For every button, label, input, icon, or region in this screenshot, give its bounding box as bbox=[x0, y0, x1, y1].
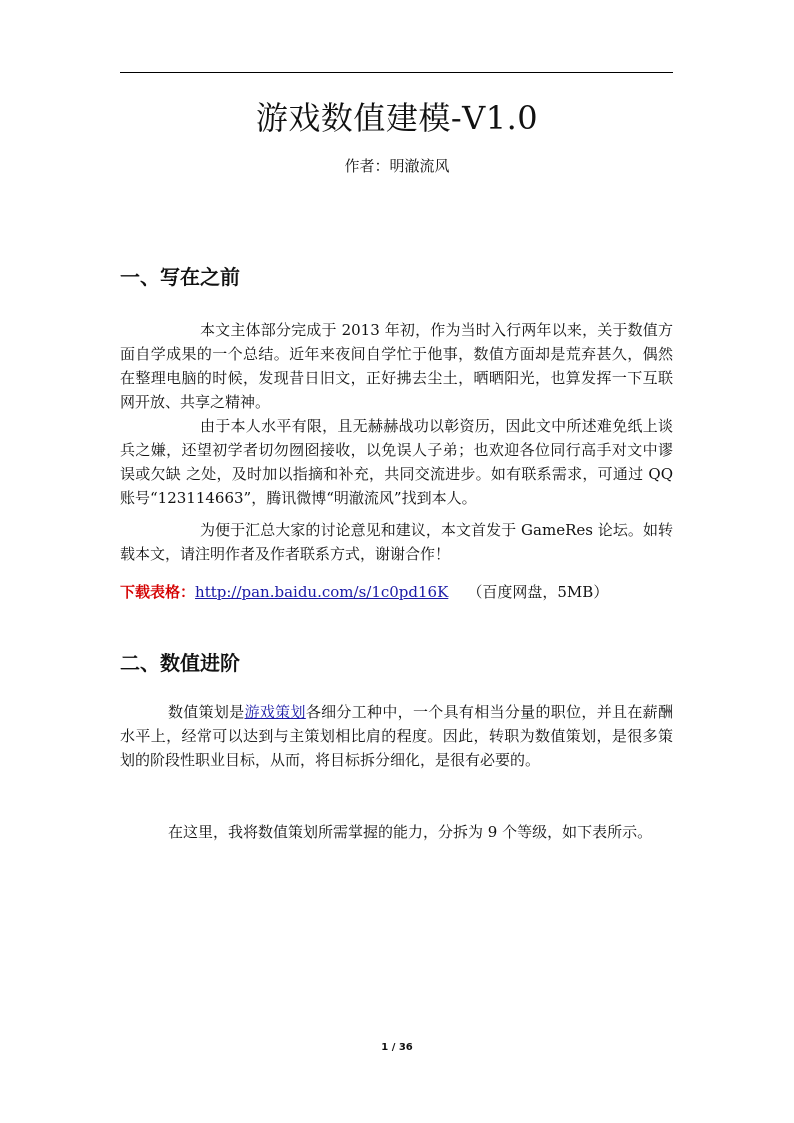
header-rule bbox=[120, 72, 673, 73]
game-design-link[interactable]: 游戏策划 bbox=[244, 703, 306, 721]
download-label: 下载表格 bbox=[120, 583, 181, 601]
section1-paragraph-3: 为便于汇总大家的讨论意见和建议，本文首发于 GameRes 论坛。如转载本文，请注明作者及作者联系方式，谢谢合作！ bbox=[120, 521, 673, 563]
section-heading-2: 二、数值进阶 bbox=[120, 651, 240, 675]
section1-paragraph-1: 本文主体部分完成于 2013 年初，作为当时入行两年以来，关于数值方面自学成果的一个总结。近年来夜间自学忙于他事，数值方面却是荒弃甚久，偶然在整理电脑的时候，发现昔日旧文，正好拂去尘土，晒晒阳光，也算发挥一下互联网开放、共享之精神。 bbox=[120, 321, 673, 411]
download-note: （百度网盘，5MB） bbox=[467, 583, 609, 601]
download-line bbox=[120, 580, 673, 604]
download-colon: ： bbox=[180, 583, 196, 601]
section2-paragraph-2: 在这里，我将数值策划所需掌握的能力，分拆为 9 个等级，如下表所示。 bbox=[168, 823, 653, 841]
section-heading-1: 一、写在之前 bbox=[120, 265, 240, 289]
page-number: 1 / 36 bbox=[381, 1042, 413, 1053]
section1-paragraph-2: 由于本人水平有限，且无赫赫战功以彰资历，因此文中所述难免纸上谈兵之嫌，还望初学者切勿囫囵接收，以免误人子弟；也欢迎各位同行高手对文中谬误或欠缺 之处，及时加以指摘和补充，共同交流进步。如有联系需求，可通过 QQ 账号“123114663”，腾讯微博“明澈流风”找到本人。 bbox=[120, 417, 673, 507]
download-link[interactable]: http://pan.baidu.com/s/1c0pd16K bbox=[195, 583, 449, 601]
section2-paragraph-1 bbox=[120, 700, 673, 772]
document-title: 游戏数值建模-V1.0 bbox=[255, 99, 539, 137]
section2-p1-after: 各细分工种中，一个具有相当分量的职位，并且在薪酬水平上，经常可以达到与主策划相比肩的程度。因此，转职为数值策划，是很多策划的阶段性职业目标，从而，将目标拆分细化，是很有必要的。 bbox=[120, 703, 673, 769]
section2-p1-before: 数值策划是 bbox=[168, 703, 245, 721]
author-line: 作者：明澈流风 bbox=[344, 157, 450, 175]
